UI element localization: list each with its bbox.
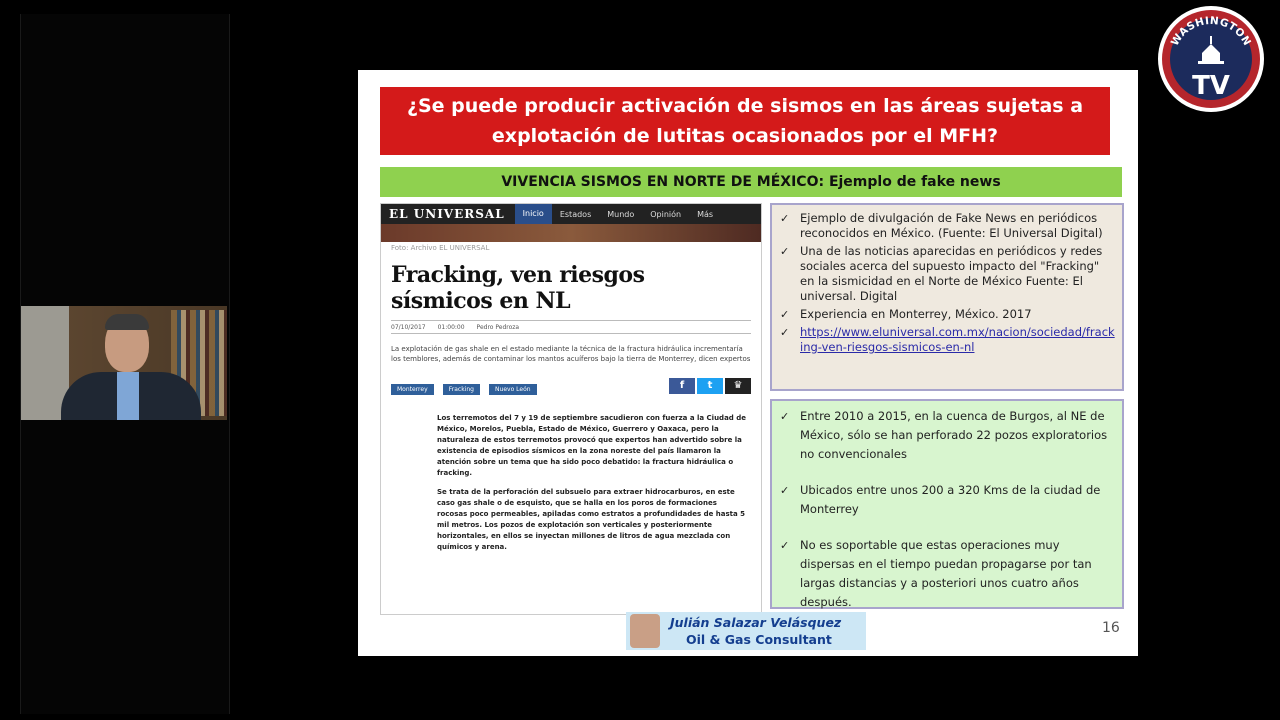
news-tag: Nuevo León [489, 384, 537, 395]
news-nav-item: Opinión [650, 209, 682, 219]
bullet-item [778, 244, 1116, 304]
checkmark-icon: ✓ [780, 326, 790, 339]
news-headline: Fracking, ven riesgos sísmicos en NL [391, 262, 645, 314]
news-nav-item: Más [697, 209, 714, 219]
news-nav-item: Mundo [607, 209, 635, 219]
twitter-icon: t [697, 378, 723, 394]
presenter-video [21, 306, 227, 420]
news-meta [391, 320, 751, 334]
bullet-text: Experiencia en Monterrey, México. 2017 [800, 307, 1032, 321]
checkmark-icon: ✓ [780, 212, 790, 225]
news-screenshot [380, 203, 762, 615]
bullet-item [778, 407, 1116, 464]
bullet-item [778, 481, 1116, 519]
checkmark-icon: ✓ [780, 410, 790, 423]
news-author: Pedro Pedroza [476, 323, 520, 331]
slide-subtitle: VIVENCIA SISMOS EN NORTE DE MÉXICO: Ejemplo de fake news [380, 167, 1122, 197]
news-date: 07/10/2017 [391, 323, 426, 331]
logo-top-text: WASHINGTON [1168, 14, 1254, 49]
bullet-text: Ubicados entre unos 200 a 320 Kms de la ciudad de Monterrey [800, 483, 1101, 516]
presenter-name: Julián Salazar Velásquez [670, 615, 842, 630]
slide-title: ¿Se puede producir activación de sismos en las áreas sujetas a explotación de lutitas ocasionados por el MFH? [380, 87, 1110, 155]
checkmark-icon: ✓ [780, 484, 790, 497]
logo-graphic [1158, 6, 1264, 112]
presenter-card [626, 612, 866, 650]
news-brand: EL UNIVERSAL [389, 207, 505, 221]
news-paragraph: Se trata de la perforación del subsuelo para extraer hidrocarburos, en este caso gas shale o de esquisto, que se halla en los poros de formaciones rocosas poco permeables, apiladas como estratos a profundidades de hasta 5 mil metros. Los pozos de explotación son verticales y posteriormente horizontales, en ellos se inyectan millones de litros de agua mezclada con químicos y arena. [437, 488, 746, 551]
bullet-box-facts [770, 399, 1124, 609]
logo-bottom-text: TV [1192, 71, 1230, 101]
bullet-text: Entre 2010 a 2015, en la cuenca de Burgos, al NE de México, sólo se han perforado 22 pozos exploratorios no convencionales [800, 409, 1108, 461]
bullet-item [778, 307, 1116, 322]
bullet-text: Una de las noticias aparecidas en periódicos y redes sociales acerca del supuesto impacto del "Fracking" en la sismicidad en el Norte de México Fuente: El universal. Digital [800, 244, 1103, 303]
presenter-shirt [117, 372, 139, 420]
presenter-photo [630, 614, 660, 648]
news-tags [391, 376, 541, 395]
washington-tv-logo [1158, 6, 1264, 112]
checkmark-icon: ✓ [780, 539, 790, 552]
source-link[interactable]: https://www.eluniversal.com.mx/nacion/sociedad/fracking-ven-riesgos-sismicos-en-nl [800, 325, 1115, 354]
news-caption: Foto: Archivo EL UNIVERSAL [391, 244, 490, 252]
presentation-slide [358, 70, 1138, 656]
news-photo [381, 224, 761, 242]
news-time: 01:00:00 [437, 323, 465, 331]
crown-icon: ♛ [725, 378, 751, 394]
news-lede: La explotación de gas shale en el estado mediante la técnica de la fractura hidráulica incrementaría los temblores, además de contaminar los mantos acuíferos bajo la tierra de Monterrey, dicen expertos [391, 345, 751, 363]
news-nav-item: Estados [559, 209, 592, 219]
slide-number: 16 [1102, 620, 1120, 636]
presenter-role: Oil & Gas Consultant [686, 632, 832, 647]
news-navbar [381, 204, 761, 224]
bullet-item [778, 536, 1116, 612]
news-body [381, 395, 761, 553]
bullet-box-news [770, 203, 1124, 391]
bullet-item [778, 325, 1116, 355]
checkmark-icon: ✓ [780, 245, 790, 258]
presenter-hair [105, 314, 149, 330]
news-nav-item: Inicio [515, 204, 552, 224]
news-paragraph: Los terremotos del 7 y 19 de septiembre sacudieron con fuerza a la Ciudad de México, Morelos, Puebla, Estado de México, Guerrero y Oaxaca, pero la naturaleza de estos terremotos provocó que expertos han advertido sobre la existencia de episodios sísmicos en la zona noreste del país llamaron la atención sobre un tema que ha sido poco debatido: la fractura hidráulica o fracking. [437, 414, 747, 477]
bullet-text: No es soportable que estas operaciones muy dispersas en el tiempo puedan propagarse por tan largas distancias y a posteriori unos cuatro años después. [800, 538, 1092, 609]
news-share-row [381, 364, 761, 395]
facebook-icon: f [669, 378, 695, 394]
news-tag: Fracking [443, 384, 480, 395]
news-tag: Monterrey [391, 384, 434, 395]
checkmark-icon: ✓ [780, 308, 790, 321]
bullet-text: Ejemplo de divulgación de Fake News en periódicos reconocidos en México. (Fuente: El Universal Digital) [800, 211, 1103, 240]
social-buttons [669, 378, 751, 394]
bullet-item [778, 211, 1116, 241]
